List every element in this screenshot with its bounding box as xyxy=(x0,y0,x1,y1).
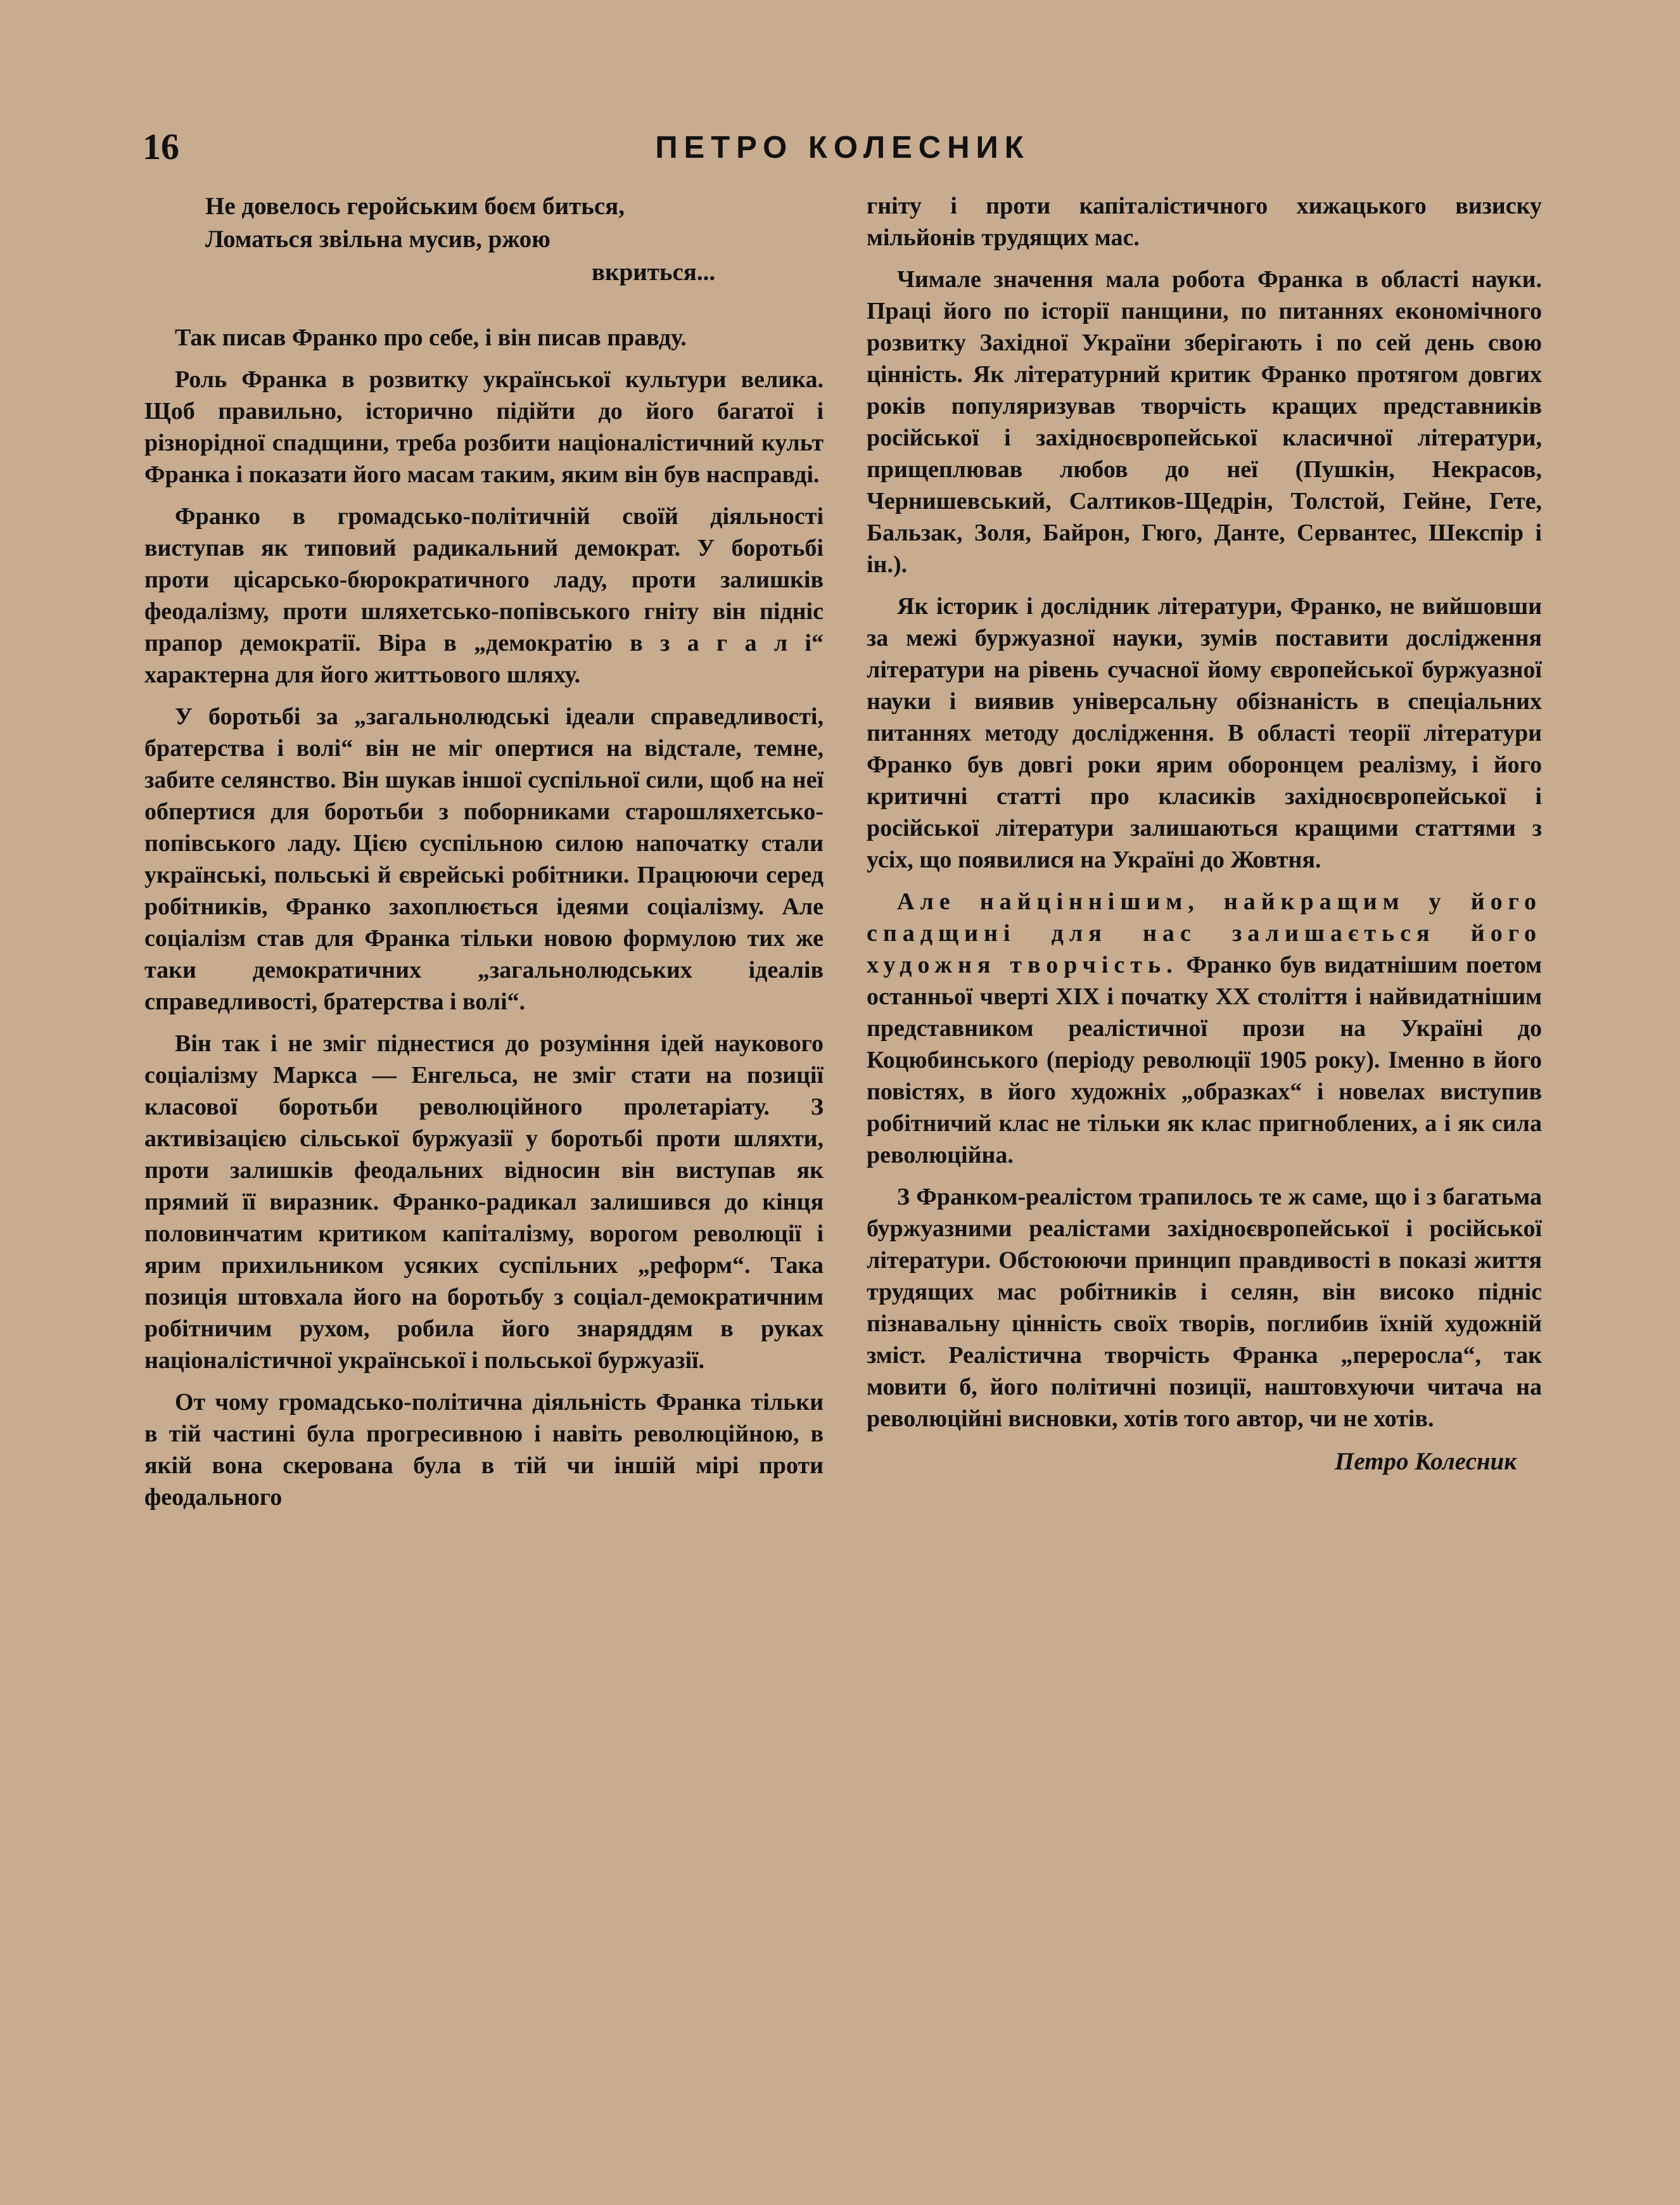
paragraph: З Франком-реалістом трапилось те ж саме, що і з багатьма буржуазними реалістами західноєвропейської і російської літератури. Обстоюючи принцип правдивості в показі життя трудящих мас робітників і селян, він високо підніс пізнавальну цінність своїх творів, поглибив їхній художній зміст. Реалістична творчість Франка „переросла“, так мовити б, його політичні позиції, наштовхуючи читача на революційні висновки, хотів того автор, чи не хотів. xyxy=(867,1184,1542,1432)
paragraph: У боротьбі за „загальнолюдські ідеали справедливості, братерства і волі“ він не міг опертися на відстале, темне, забите селянство. Він шукав іншої суспільної сили, щоб на неї обпертися для боротьби з поборниками старошляхетсько-попівського ладу. Цією суспільною силою напочатку стали українські, польські й єврейські робітники. Працюючи серед робітників, Франко захоплюється ідеями соціалізму. Але соціалізм став для Франка тільки новою формулою тих же таки демократичних „загальнолюдських ідеалів справедливості, братерства і волі“. xyxy=(144,703,824,1015)
paragraph: Він так і не зміг піднестися до розуміння ідей наукового соціалізму Маркса — Енгельса, не зміг стати на позиції класової боротьби революційного пролетаріату. З активізацією сільської буржуазії у боротьбі проти шляхти, проти залишків феодальних відносин він виступав як прямий її виразник. Франко-радикал залишився до кінця половинчатим критиком капіталізму, ворогом революції і ярим прихильником усяких суспільних „реформ“. Така позиція штовхала його на боротьбу з соціал-демократичним робітничим рухом, робила його знаряддям в руках націоналістичної української і польської буржуазії. xyxy=(144,1030,824,1374)
paragraph xyxy=(867,886,1542,1171)
paragraph-continuation: гніту і проти капіталістичного хижацького визиску мільйонів трудящих мас. xyxy=(867,193,1542,251)
right-column xyxy=(867,190,1542,1478)
epigraph xyxy=(205,190,824,289)
author-signature: Петро Колесник xyxy=(1335,1448,1517,1475)
paragraph: Роль Франка в розвитку української культури велика. Щоб правильно, історично підійти до його багатої і різнорідної спадщини, треба розбити націоналістичний культ Франка і показати його масам таким, яким він був насправді. xyxy=(144,366,824,488)
paragraph: Як історик і дослідник літератури, Франко, не вийшовши за межі буржуазної науки, зумів поставити дослідження літератури на рівень сучасної йому європейської буржуазної науки і виявив універсальну обізнаність в спеціальних питаннях методу дослідження. В області теорії літератури Франко був довгі роки ярим оборонцем реалізму, і його критичні статті про класиків західноєвропейської і російської літератури залишаються кращими статтями з усіх, що появилися на Україні до Жовтня. xyxy=(867,593,1542,873)
epigraph-line: Не довелось геройським боєм биться, xyxy=(205,193,625,220)
epigraph-line: вкриться... xyxy=(592,259,716,286)
paragraph: Чимале значення мала робота Франка в області науки. Праці його по історії панщини, по питаннях економічного розвитку Західної України зберігають і по сей день свою цінність. Як літературний критик Франко протягом довгих років популяризував творчість кращих представників російської і західноєвропейської класичної літератури, прищеплював любов до неї (Пушкін, Некрасов, Чернишевський, Салтиков-Щедрін, Толстой, Гейне, Гете, Бальзак, Золя, Байрон, Гюго, Данте, Сервантес, Шекспір і ін.). xyxy=(867,266,1542,578)
paragraph: От чому громадсько-політична діяльність Франка тільки в тій частині була прогресивною і навіть революційною, в якій вона скерована була в тій чи іншій мірі проти феодального xyxy=(144,1389,824,1511)
paragraph-text: Франко був видатнішим поетом останньої чверті XIX і початку XX століття і найвидатнішим представником реалістичної прози на Україні до Коцюбинського (періоду революції 1905 року). Іменно в його повістях, в його художніх „образках“ і новелах виступив робітничий клас не тільки як клас пригноблених, а і як сила революційна. xyxy=(867,952,1542,1168)
epigraph-line: Ломаться звільна мусив, ржою xyxy=(205,226,550,253)
spaced-emphasis: Але найціннішим, найкращим у його спадщині для нас залишається його художня творчість. xyxy=(867,888,1542,978)
running-head: ПЕТРО КОЛЕСНИК xyxy=(655,131,1030,165)
page-number: 16 xyxy=(143,126,179,167)
paragraph: Так писав Франко про себе, і він писав правду. xyxy=(175,324,687,351)
paragraph: Франко в громадсько-політичній своїй діяльності виступав як типовий радикальний демократ. У боротьбі проти цісарсько-бюрократичного ладу, проти залишків феодалізму, проти шляхетсько-попівського гніту він підніс прапор демократії. Віра в „демократію в з а г а л і“ характерна для його життьового шляху. xyxy=(144,503,824,688)
left-column xyxy=(144,190,824,1523)
